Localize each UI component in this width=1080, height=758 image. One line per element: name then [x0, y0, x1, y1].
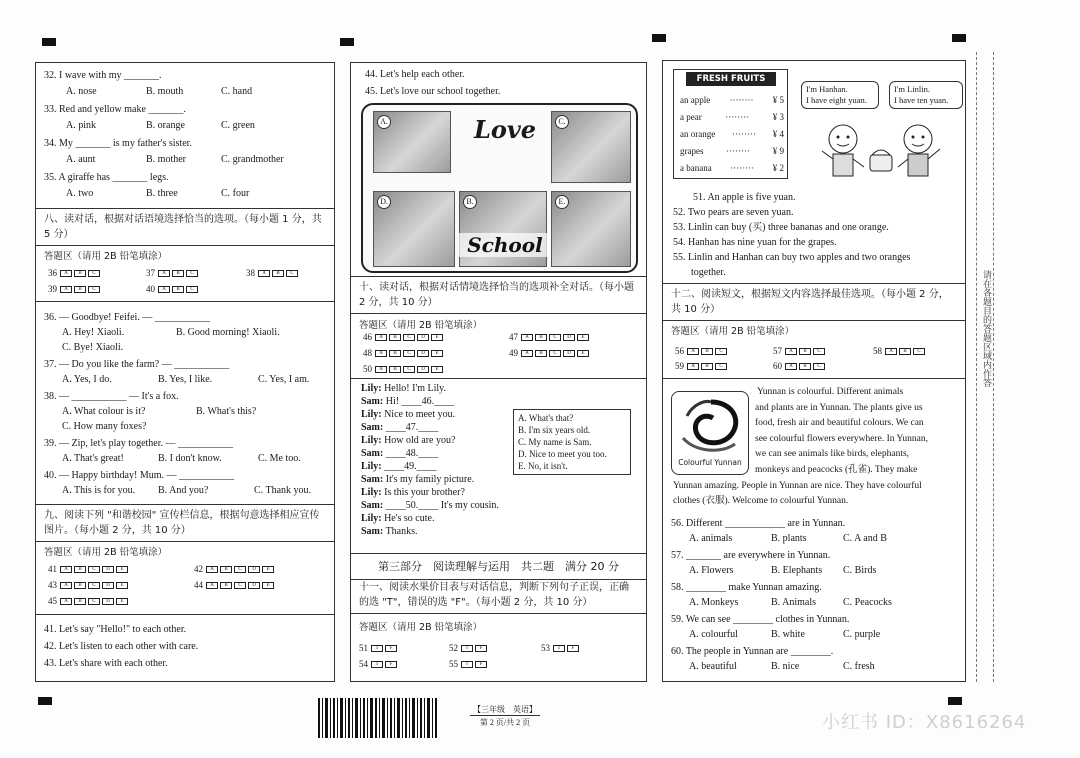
question-60: 60. The people in Yunnan are ________.: [671, 646, 834, 657]
bubble-row[interactable]: 36 A B C: [48, 268, 102, 278]
statement-55-cont: together.: [691, 267, 726, 278]
bubble-row[interactable]: 47 A B C D E: [509, 332, 591, 342]
bubble-row[interactable]: 56 A B C: [675, 346, 729, 356]
option: A. nose: [66, 86, 97, 97]
question-57: 57. _______ are everywhere in Yunnan.: [671, 550, 831, 561]
section-9-header: 九、阅读下列 "和谐校园" 宣传栏信息，根据句意选择相应宣传图片。（每小题 2 分，共 10 分）: [36, 504, 334, 542]
option: B. plants: [771, 533, 807, 544]
statement-55: 55. Linlin and Hanhan can buy two apples and two oranges: [673, 252, 911, 263]
question-41: 41. Let's say "Hello!" to each other.: [44, 624, 187, 635]
column-middle: 44. Let's help each other. 45. Let's love our school together. A. B. C. D. E. Love School 十、读对话，根据对话情境选择恰当的选项补全对话。（每小题 2 分，共 10 分） 答题区（请用 2B 铅笔填涂） 46 A B C D E 47 A B C D E 48 A B C D E 49 A B C D E 50 A B C D E Lily: Hello! I'm Lily. Sam: Hi! ____46.____ Lily: Nice to meet you. Sam: ____47.____ Lily: How old are you? Sam: ____48.____ Lily: ____49.____ Sam: It's my family picture. Lily: Is this your brother? Sam: ____50.____ It's my cousin. Lily: He's so cute. Sam: Thanks. A. What's that? B. I'm six years old. C. My name is Sam. D. Nice to meet you too. E. No, it isn't. 第三部分 阅读理解与运用 共二题 满分 20 分 十一、阅读水果价目表与对话信息，判断下列句子正误，正确的选 "T"，错误的选 "F"。（每小题 2 分，共 10 分） 答题区（请用 2B 铅笔填涂） 51 T F 52 T F 53 T F 54 T F 55 T F: [350, 62, 647, 682]
registration-mark: [952, 34, 966, 42]
bubble-row[interactable]: 43 A B C D E: [48, 580, 130, 590]
question-37: 37. — Do you like the farm? — ___________: [44, 359, 230, 370]
column-left: [35, 62, 335, 682]
question-33: 33. Red and yellow make _______.: [44, 104, 186, 115]
option-c: C. My name is Sam.: [518, 437, 592, 447]
statement-54: 54. Hanhan has nine yuan for the grapes.: [673, 237, 837, 248]
option: C. green: [221, 120, 255, 131]
bubble-row[interactable]: 49 A B C D E: [509, 348, 591, 358]
option-d: D. Nice to meet you too.: [518, 449, 607, 459]
bubble-row[interactable]: 42 A B C D E: [194, 564, 276, 574]
question-43: 43. Let's share with each other.: [44, 658, 168, 669]
photo-e: E.: [551, 191, 631, 267]
option: B. mother: [146, 154, 186, 165]
option: A. Yes, I do.: [62, 374, 112, 385]
watermark: 小红书 ID：X8616264: [822, 712, 1027, 733]
bubble-row[interactable]: 46 A B C D E: [363, 332, 445, 342]
menu-item: a pear ········ ¥ 3: [680, 112, 784, 122]
column-right: [662, 60, 966, 682]
option: B. I don't know.: [158, 453, 222, 464]
option: A. That's great!: [62, 453, 124, 464]
option: B. Good morning! Xiaoli.: [176, 327, 280, 338]
option: C. A and B: [843, 533, 887, 544]
poster-title-school: School: [459, 233, 551, 257]
option-e: E. No, it isn't.: [518, 461, 568, 471]
option: C. How many foxes?: [62, 421, 147, 432]
school-poster: [361, 103, 638, 273]
bubble-row[interactable]: 60 A B C: [773, 361, 827, 371]
answer-area-10: [351, 313, 646, 379]
option: C. four: [221, 188, 250, 199]
option: A. two: [66, 188, 94, 199]
photo-b: B.: [459, 191, 547, 267]
bubble-row[interactable]: 44 A B C D E: [194, 580, 276, 590]
option: C. Peacocks: [843, 597, 892, 608]
question-38: 38. — ___________ — It's a fox.: [44, 391, 179, 402]
section-8-header: 八、读对话，根据对话语境选择恰当的选项。（每小题 1 分，共 5 分）: [36, 208, 334, 246]
menu-item: an orange ········ ¥ 4: [680, 129, 784, 139]
answer-area-11: [351, 615, 646, 681]
footer-page: 第 2 页/共 2 页: [479, 718, 531, 727]
option: C. Me too.: [258, 453, 301, 464]
question-42: 42. Let's listen to each other with care.: [44, 641, 199, 652]
answer-area-9: [36, 540, 334, 615]
poster-title-love: Love: [473, 115, 537, 144]
menu-item: grapes ········ ¥ 9: [680, 146, 784, 156]
speech-bubble-linlin: I'm Linlin. I have ten yuan.: [889, 81, 963, 109]
question-32: 32. I wave with my _______.: [44, 70, 162, 81]
answer-area-title: 答题区（请用 2B 铅笔填涂）: [359, 622, 483, 633]
option: A. beautiful: [689, 661, 737, 672]
option-b: B. I'm six years old.: [518, 425, 591, 435]
side-warning-text: 请在各题目的答题区域内作答: [981, 270, 991, 387]
bubble-row[interactable]: 53 T F: [541, 643, 581, 653]
question-35: 35. A giraffe has _______ legs.: [44, 172, 169, 183]
answer-area-title: 答题区（请用 2B 铅笔填涂）: [671, 326, 795, 337]
bubble-row[interactable]: 55 T F: [449, 659, 489, 669]
menu-title: FRESH FRUITS: [686, 72, 776, 86]
fruit-price-menu: [673, 69, 788, 179]
children-illustration: [808, 117, 958, 187]
option: A. Hey! Xiaoli.: [62, 327, 125, 338]
option: A. aunt: [66, 154, 96, 165]
option: C. fresh: [843, 661, 875, 672]
bubble-row[interactable]: 54 T F: [359, 659, 399, 669]
option: A. This is for you.: [62, 485, 136, 496]
passage: Yunnan is colourful. Different animals and plants are in Yunnan. The plants give us food, fresh air and beautiful colours. We can see colourful flowers everywhere. In Yunnan, we can see animals like birds, elephants, monkeys and peacocks (孔雀). They make Yunnan amazing. People in Yunnan are nice. They have colourful clothes (衣服). Welcome to colourful Yunnan.: [673, 387, 928, 507]
option: A. Monkeys: [689, 597, 739, 608]
menu-item: an apple ········ ¥ 5: [680, 95, 784, 105]
bubble-row[interactable]: 40 A B C: [146, 284, 200, 294]
option: B. three: [146, 188, 178, 199]
part-3-header: 第三部分 阅读理解与运用 共二题 满分 20 分: [351, 553, 646, 580]
option: C. Bye! Xiaoli.: [62, 342, 124, 353]
bubble-row[interactable]: 39 A B C: [48, 284, 102, 294]
registration-mark: [42, 38, 56, 46]
registration-mark: [340, 38, 354, 46]
option: B. mouth: [146, 86, 184, 97]
speech-bubble-hanhan: I'm Hanhan. I have eight yuan.: [801, 81, 879, 109]
option: C. Birds: [843, 565, 877, 576]
option: C. purple: [843, 629, 881, 640]
bubble-row[interactable]: 52 T F: [449, 643, 489, 653]
option: C. grandmother: [221, 154, 284, 165]
bubble-row[interactable]: 59 A B C: [675, 361, 729, 371]
photo-d: D.: [373, 191, 455, 267]
option: A. colourful: [689, 629, 738, 640]
section-10-header: 十、读对话，根据对话情境选择恰当的选项补全对话。（每小题 2 分，共 10 分）: [351, 276, 646, 314]
option: B. What's this?: [196, 406, 257, 417]
bubble-row[interactable]: 41 A B C D E: [48, 564, 130, 574]
option: B. Animals: [771, 597, 817, 608]
option: B. Yes, I like.: [158, 374, 213, 385]
option: B. nice: [771, 661, 800, 672]
question-59: 59. We can see ________ clothes in Yunnan.: [671, 614, 850, 625]
question-40: 40. — Happy birthday! Mum. — ___________: [44, 470, 234, 481]
option: A. Flowers: [689, 565, 734, 576]
option: A. animals: [689, 533, 733, 544]
section-12-header: 十二、阅读短文，根据短文内容选择最佳选项。（每小题 2 分，共 10 分）: [663, 283, 965, 321]
question-36: 36. — Goodbye! Feifei. — ___________: [44, 312, 210, 323]
option-a: A. What's that?: [518, 413, 574, 423]
registration-mark: [948, 697, 962, 705]
question-56: 56. Different ____________ are in Yunnan.: [671, 518, 846, 529]
bubble-row[interactable]: 50 A B C D E: [363, 364, 445, 374]
answer-area-title: 答题区（请用 2B 铅笔填涂）: [359, 320, 483, 331]
answer-area-title: 答题区（请用 2B 铅笔填涂）: [44, 251, 168, 262]
answer-area-8: [36, 244, 334, 302]
answer-area-title: 答题区（请用 2B 铅笔填涂）: [44, 547, 168, 558]
option: B. Elephants: [771, 565, 823, 576]
option: A. pink: [66, 120, 96, 131]
statement-52: 52. Two pears are seven yuan.: [673, 207, 794, 218]
bubble-row[interactable]: 37 A B C: [146, 268, 200, 278]
barcode: [318, 698, 438, 738]
option: B. orange: [146, 120, 185, 131]
photo-c: C.: [551, 111, 631, 183]
logo-text: Colourful Yunnan: [678, 458, 742, 467]
option: B. And you?: [158, 485, 209, 496]
question-39: 39. — Zip, let's play together. — ___________: [44, 438, 234, 449]
question-34: 34. My _______ is my father's sister.: [44, 138, 192, 149]
option: B. white: [771, 629, 805, 640]
bubble-row[interactable]: 51 T F: [359, 643, 399, 653]
question-58: 58. ________ make Yunnan amazing.: [671, 582, 822, 593]
bubble-row[interactable]: 48 A B C D E: [363, 348, 445, 358]
photo-a: A.: [373, 111, 451, 173]
registration-mark: [38, 697, 52, 705]
registration-mark: [652, 34, 666, 42]
statement-53: 53. Linlin can buy (买) three bananas and one orange.: [673, 222, 889, 233]
section-11-header: 十一、阅读水果价目表与对话信息，判断下列句子正误，正确的选 "T"，错误的选 "F"。（每小题 2 分，共 10 分）: [351, 577, 646, 614]
option: C. Yes, I am.: [258, 374, 310, 385]
answer-area-12: [663, 319, 965, 379]
options-box: [513, 409, 631, 475]
bubble-row[interactable]: 38 A B C: [246, 268, 300, 278]
option: C. Thank you.: [254, 485, 312, 496]
menu-item: a banana ········ ¥ 2: [680, 163, 784, 173]
option: A. What colour is it?: [62, 406, 146, 417]
question-45: 45. Let's love our school together.: [365, 86, 501, 97]
bubble-row[interactable]: 57 A B C: [773, 346, 827, 356]
bubble-row[interactable]: 45 A B C D E: [48, 596, 130, 606]
question-44: 44. Let's help each other.: [365, 69, 465, 80]
bubble-row[interactable]: 58 A B C: [873, 346, 927, 356]
statement-51: 51. An apple is five yuan.: [693, 192, 796, 203]
footer-grade: 【三年级 英语】: [470, 704, 540, 716]
option: C. hand: [221, 86, 253, 97]
